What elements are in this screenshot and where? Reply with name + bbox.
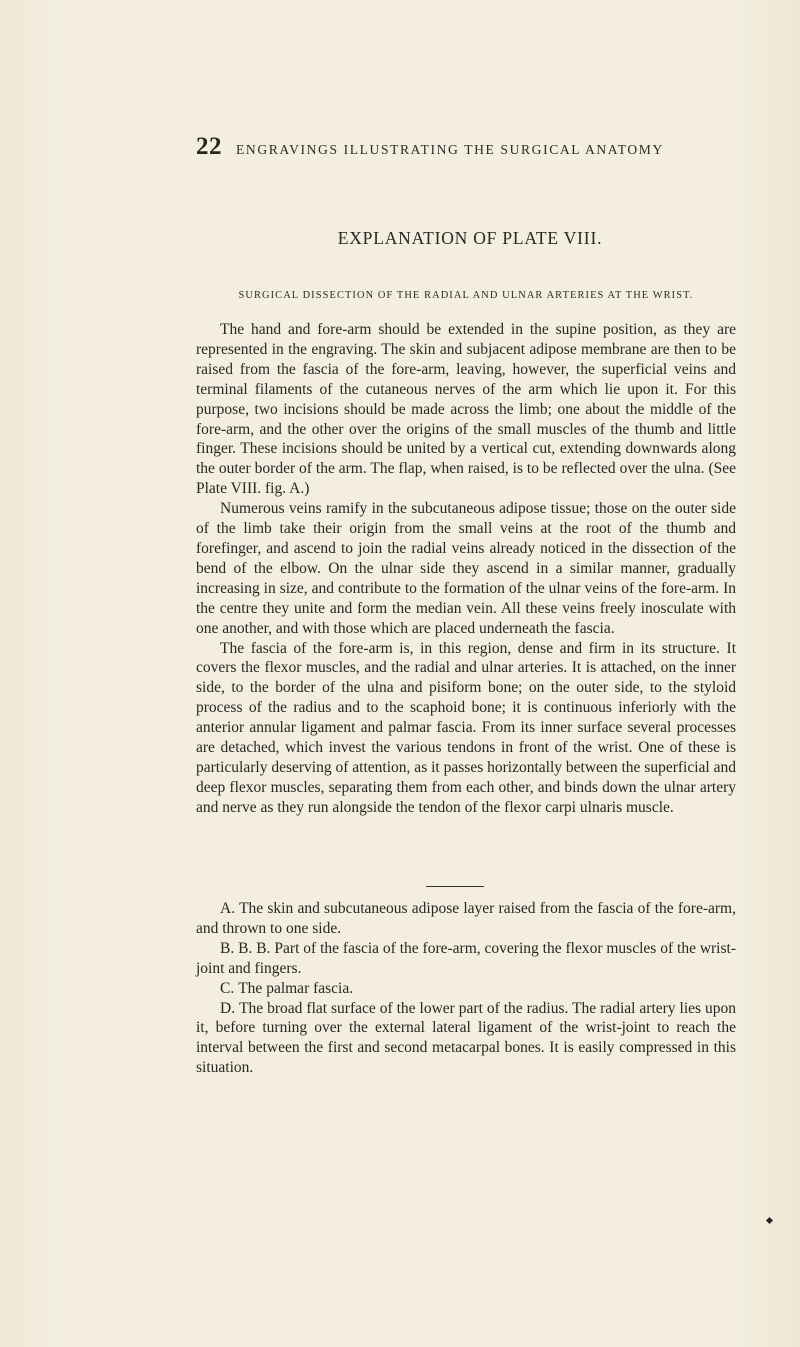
- legend-text: The palmar fascia.: [238, 979, 354, 997]
- legend-item: [196, 999, 736, 1079]
- legend-key: B. B. B.: [220, 939, 271, 957]
- legend-item: [196, 939, 736, 979]
- ink-speck: [766, 1217, 773, 1224]
- legend-key: D.: [220, 999, 236, 1017]
- legend-key: C.: [220, 979, 235, 997]
- legend-item: [196, 899, 736, 939]
- paragraph-dissection: The hand and fore-arm should be extended in the supine position, as they are represented in the engraving. The skin and subjacent adipose membrane are then to be raised from the fascia of the fore-arm, leaving, however, the superficial veins and terminal filaments of the cutaneous nerves of the arm which lie upon it. For this purpose, two incisions should be made across the limb; one about the middle of the fore-arm, and the other over the origins of the small muscles of the thumb and little finger. These incisions should be united by a vertical cut, extending downwards along the outer border of the arm. The flap, when raised, is to be reflected over the ulna. (See Plate VIII. fig. A.): [196, 321, 736, 498]
- page-number: 22: [196, 133, 222, 160]
- running-head: [196, 133, 736, 161]
- legend-item: [196, 979, 736, 999]
- legend-text: Part of the fascia of the fore-arm, covering the flexor muscles of the wrist-joint and fingers.: [196, 939, 736, 977]
- body-text: [196, 320, 736, 818]
- section-divider: [426, 886, 484, 887]
- legend-text: The broad flat surface of the lower part of the radius. The radial artery lies upon it, before turning over the external lateral ligament of the wrist-joint to reach the interval between the first and second metacarpal bones. It is easily compressed in this situation.: [196, 999, 736, 1077]
- paragraph-fascia: The fascia of the fore-arm is, in this region, dense and firm in its structure. It covers the flexor muscles, and the radial and ulnar arteries. It is attached, on the inner side, to the border of the ulna and pisiform bone; on the outer side, to the styloid process of the radius and to the scaphoid bone; it is continuous inferiorly with the anterior annular ligament and palmar fascia. From its inner surface several processes are detached, which invest the various tendons in front of the wrist. One of these is particularly deserving of attention, as it passes horizontally between the superficial and deep flexor muscles, separating them from each other, and binds down the ulnar artery and nerve as they run alongside the tendon of the flexor carpi ulnaris muscle.: [196, 639, 736, 816]
- plate-title: EXPLANATION OF PLATE VIII.: [337, 228, 603, 248]
- plate-legend: [196, 899, 736, 1078]
- running-title: ENGRAVINGS ILLUSTRATING THE SURGICAL ANATOMY: [236, 142, 664, 157]
- paragraph-veins: Numerous veins ramify in the subcutaneous adipose tissue; those on the outer side of the limb take their origin from the small veins at the root of the thumb and forefinger, and ascend to join the radial veins already noticed in the dissection of the bend of the elbow. On the ulnar side they ascend in a similar manner, gradually increasing in size, and contribute to the formation of the ulnar veins of the fore-arm. In the centre they unite and form the median vein. All these veins freely inosculate with one another, and with those which are placed underneath the fascia.: [196, 500, 736, 637]
- plate-subtitle: SURGICAL DISSECTION OF THE RADIAL AND ULNAR ARTERIES AT THE WRIST.: [238, 290, 694, 301]
- legend-key: A.: [220, 900, 236, 917]
- legend-text: The skin and subcutaneous adipose layer raised from the fascia of the fore-arm, and thrown to one side.: [196, 900, 736, 937]
